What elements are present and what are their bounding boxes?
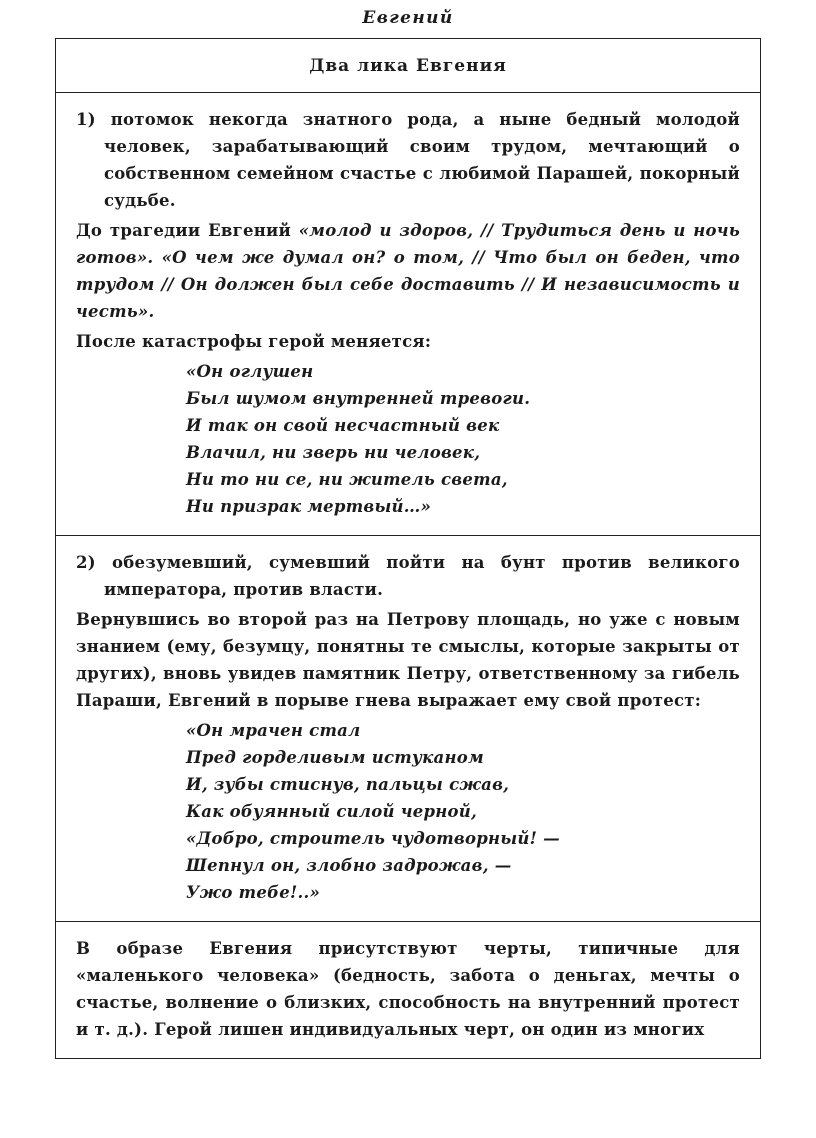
section1-paragraph (76, 217, 740, 325)
section1-after-text: После катастрофы герой меняется: (76, 332, 432, 351)
verse-line: «Он оглушен (186, 362, 314, 381)
section2-paragraph: Вернувшись во второй раз на Петрову площадь, но уже с новым знанием (ему, безумцу, понятны те смыслы, которые закрыты от других), вновь увидев памятник Петру, ответственному за гибель Параши, Евгений в порыве гнева выражает ему свой протест: (76, 610, 740, 710)
section2-verse (186, 717, 740, 906)
verse-line: Как обуянный силой черной, (186, 802, 478, 821)
table-row-section-2 (56, 535, 760, 921)
verse-line: Пред горделивым истуканом (186, 748, 484, 767)
table-header-text: Два лика Евгения (309, 56, 507, 76)
section1-definition-text: потомок некогда знатного рода, а ныне бедный молодой человек, зарабатывающий своим трудом, мечтающий о собственном семейном счастье с любимой Парашей, покорный судьбе. (104, 110, 740, 210)
verse-line: Ни призрак мертвый…» (186, 497, 432, 516)
verse-line: «Добро, строитель чудотворный! — (186, 829, 560, 848)
section1-definition (76, 106, 740, 214)
verse-line: Шепнул он, злобно задрожав, — (186, 856, 512, 875)
section2-list-marker: 2) (76, 553, 96, 572)
verse-line: И, зубы стиснув, пальцы сжав, (186, 775, 510, 794)
section1-quote-text: «молод и здоров, // Трудиться день и ночь готов». «О чем же думал он? о том, // Что был он беден, что трудом // Он должен был себе доставить // И независимость и честь». (76, 221, 740, 321)
table-row-section-3 (56, 921, 760, 1058)
section3-paragraph: В образе Евгения присутствуют черты, типичные для «маленького человека» (бедность, забота о деньгах, мечты о счастье, волнение о близких, способность на внутренний протест и т. д.). Герой лишен индивидуальных черт, он один из многих (76, 939, 740, 1039)
table-row-section-1 (56, 92, 760, 535)
verse-line: Ни то ни се, ни житель света, (186, 470, 508, 489)
two-faces-table (55, 38, 761, 1059)
verse-line: Ужо тебе!..» (186, 883, 321, 902)
page-title: Евгений (362, 8, 454, 28)
section2-definition (76, 549, 740, 603)
section1-list-marker: 1) (76, 110, 96, 129)
verse-line: Был шумом внутренней тревоги. (186, 389, 531, 408)
verse-line: «Он мрачен стал (186, 721, 361, 740)
verse-line: Влачил, ни зверь ни человек, (186, 443, 481, 462)
verse-line: И так он свой несчастный век (186, 416, 500, 435)
section1-intro-text: До трагедии Евгений (76, 221, 299, 240)
section2-definition-text: обезумевший, сумевший пойти на бунт против великого императора, против власти. (104, 553, 740, 599)
table-header (56, 39, 760, 92)
section1-verse (186, 358, 740, 520)
